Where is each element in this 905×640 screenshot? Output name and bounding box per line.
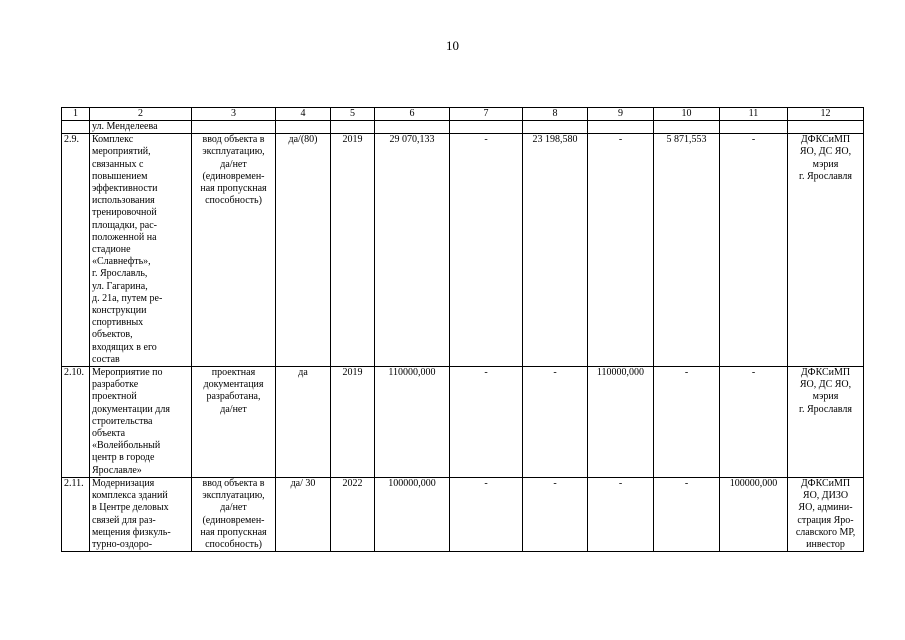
funding-col-9: - — [588, 477, 654, 551]
funding-col-7: - — [450, 367, 523, 478]
row-number: 2.11. — [62, 477, 90, 551]
cell-line: комплекса зданий — [92, 490, 168, 502]
responsible-executor — [788, 477, 864, 551]
total-funding: 29 070,133 — [375, 134, 450, 367]
cell-line: документации для — [92, 403, 170, 415]
cell-line: мещения физкуль- — [92, 526, 171, 538]
cell-line: центр в городе — [92, 452, 155, 464]
activity-name — [90, 134, 192, 367]
cell-line: д. 21а, путем ре- — [92, 292, 163, 304]
cell-line: эксплуатацию, — [202, 490, 265, 502]
table-cell — [331, 121, 375, 134]
page-number: 10 — [446, 38, 459, 53]
indicator-value: да — [276, 367, 331, 478]
table-row — [62, 477, 864, 551]
activity-name — [90, 477, 192, 551]
row-number: 2.10. — [62, 367, 90, 478]
total-funding: 110000,000 — [375, 367, 450, 478]
cell-line: инвестор — [806, 538, 845, 550]
table-cell — [375, 121, 450, 134]
funding-col-9: - — [588, 134, 654, 367]
column-header: 12 — [788, 108, 864, 121]
cell-line: объекта — [92, 428, 126, 440]
cell-line: спортивных — [92, 317, 144, 329]
indicator-name — [192, 367, 276, 478]
cell-line: разработке — [92, 379, 139, 391]
funding-col-10: - — [654, 367, 720, 478]
total-funding: 100000,000 — [375, 477, 450, 551]
cell-line: ДФКСиМП — [800, 134, 851, 146]
column-header: 2 — [90, 108, 192, 121]
cell-line: (единовремен- — [202, 514, 265, 526]
cell-line: площадки, рас- — [92, 219, 157, 231]
cell-line: мэрия — [812, 158, 839, 170]
cell-line: славского МР, — [795, 526, 856, 538]
cell-line: способность) — [205, 538, 262, 550]
funding-col-10: - — [654, 477, 720, 551]
cell-line: да/нет — [220, 502, 247, 514]
cell-line: строительства — [92, 415, 153, 427]
table-cell — [654, 121, 720, 134]
cell-line: ЯО, админи- — [798, 502, 853, 514]
cell-line: г. Ярославль, — [92, 268, 148, 280]
funding-col-9: 110000,000 — [588, 367, 654, 478]
table-cell — [192, 121, 276, 134]
cell-line: «Волейбольный — [92, 440, 161, 452]
column-header: 5 — [331, 108, 375, 121]
table-cell — [523, 121, 588, 134]
continuation-row — [62, 121, 864, 134]
cell-line: ная пропускная — [200, 183, 267, 195]
activity-name — [90, 367, 192, 478]
cell-line: ДФКСиМП — [800, 367, 851, 379]
table-cell — [62, 121, 90, 134]
funding-col-11: 100000,000 — [720, 477, 788, 551]
cell-line: ввод объекта в — [202, 134, 265, 146]
cell-line: ДФКСиМП — [800, 477, 851, 489]
activity-name: ул. Менделеева — [90, 121, 192, 134]
cell-line: страция Яро- — [797, 514, 854, 526]
program-table — [61, 107, 864, 552]
column-header: 8 — [523, 108, 588, 121]
table-cell — [276, 121, 331, 134]
year-cell: 2022 — [331, 477, 375, 551]
funding-col-8: 23 198,580 — [523, 134, 588, 367]
indicator-value: да/(80) — [276, 134, 331, 367]
cell-line: мероприятий, — [92, 146, 151, 158]
cell-line: эффективности — [92, 183, 158, 195]
cell-line: ная пропускная — [200, 526, 267, 538]
indicator-name — [192, 134, 276, 367]
cell-line: проектной — [92, 391, 137, 403]
cell-line: способность) — [205, 195, 262, 207]
cell-line: г. Ярославля — [799, 403, 852, 415]
year-cell: 2019 — [331, 134, 375, 367]
cell-line: Ярославле» — [92, 464, 142, 476]
cell-line: стадионе — [92, 244, 131, 256]
cell-line: разработана, — [206, 391, 261, 403]
cell-line: объектов, — [92, 329, 133, 341]
cell-line: в Центре деловых — [92, 502, 169, 514]
table-row — [62, 367, 864, 478]
column-header: 9 — [588, 108, 654, 121]
cell-line: ЯО, ДС ЯО, — [799, 146, 852, 158]
year-cell: 2019 — [331, 367, 375, 478]
cell-line: тренировочной — [92, 207, 157, 219]
cell-line: повышением — [92, 170, 148, 182]
cell-line: мэрия — [812, 391, 839, 403]
cell-line: ЯО, ДИЗО — [802, 490, 849, 502]
cell-line: связанных с — [92, 158, 144, 170]
cell-line: положенной на — [92, 231, 157, 243]
column-header: 10 — [654, 108, 720, 121]
column-header: 1 — [62, 108, 90, 121]
funding-col-11: - — [720, 134, 788, 367]
cell-line: Комплекс — [92, 134, 134, 146]
cell-line: конструкции — [92, 305, 147, 317]
cell-line: состав — [92, 353, 120, 365]
table-cell — [788, 121, 864, 134]
column-header: 4 — [276, 108, 331, 121]
funding-col-7: - — [450, 134, 523, 367]
table-row — [62, 134, 864, 367]
funding-col-8: - — [523, 477, 588, 551]
cell-line: ЯО, ДС ЯО, — [799, 379, 852, 391]
cell-line: использования — [92, 195, 155, 207]
cell-line: да/нет — [220, 403, 247, 415]
cell-line: Модернизация — [92, 477, 155, 489]
cell-line: турно-оздоро- — [92, 538, 153, 550]
cell-line: «Славнефть», — [92, 256, 151, 268]
cell-line: связей для раз- — [92, 514, 156, 526]
cell-line: проектная — [211, 367, 256, 379]
funding-col-8: - — [523, 367, 588, 478]
table-cell — [450, 121, 523, 134]
cell-line: ввод объекта в — [202, 477, 265, 489]
cell-line: Мероприятие по — [92, 367, 163, 379]
cell-line: эксплуатацию, — [202, 146, 265, 158]
funding-col-7: - — [450, 477, 523, 551]
cell-line: документация — [203, 379, 264, 391]
column-header: 6 — [375, 108, 450, 121]
column-header: 11 — [720, 108, 788, 121]
cell-line: г. Ярославля — [799, 170, 852, 182]
responsible-executor — [788, 134, 864, 367]
cell-line: ул. Гагарина, — [92, 280, 148, 292]
column-header-row — [62, 108, 864, 121]
indicator-value: да/ 30 — [276, 477, 331, 551]
column-header: 7 — [450, 108, 523, 121]
table-cell — [588, 121, 654, 134]
funding-col-10: 5 871,553 — [654, 134, 720, 367]
cell-line: да/нет — [220, 158, 247, 170]
table-cell — [720, 121, 788, 134]
row-number: 2.9. — [62, 134, 90, 367]
column-header: 3 — [192, 108, 276, 121]
funding-col-11: - — [720, 367, 788, 478]
responsible-executor — [788, 367, 864, 478]
indicator-name — [192, 477, 276, 551]
cell-line: входящих в его — [92, 341, 157, 353]
cell-line: (единовремен- — [202, 170, 265, 182]
